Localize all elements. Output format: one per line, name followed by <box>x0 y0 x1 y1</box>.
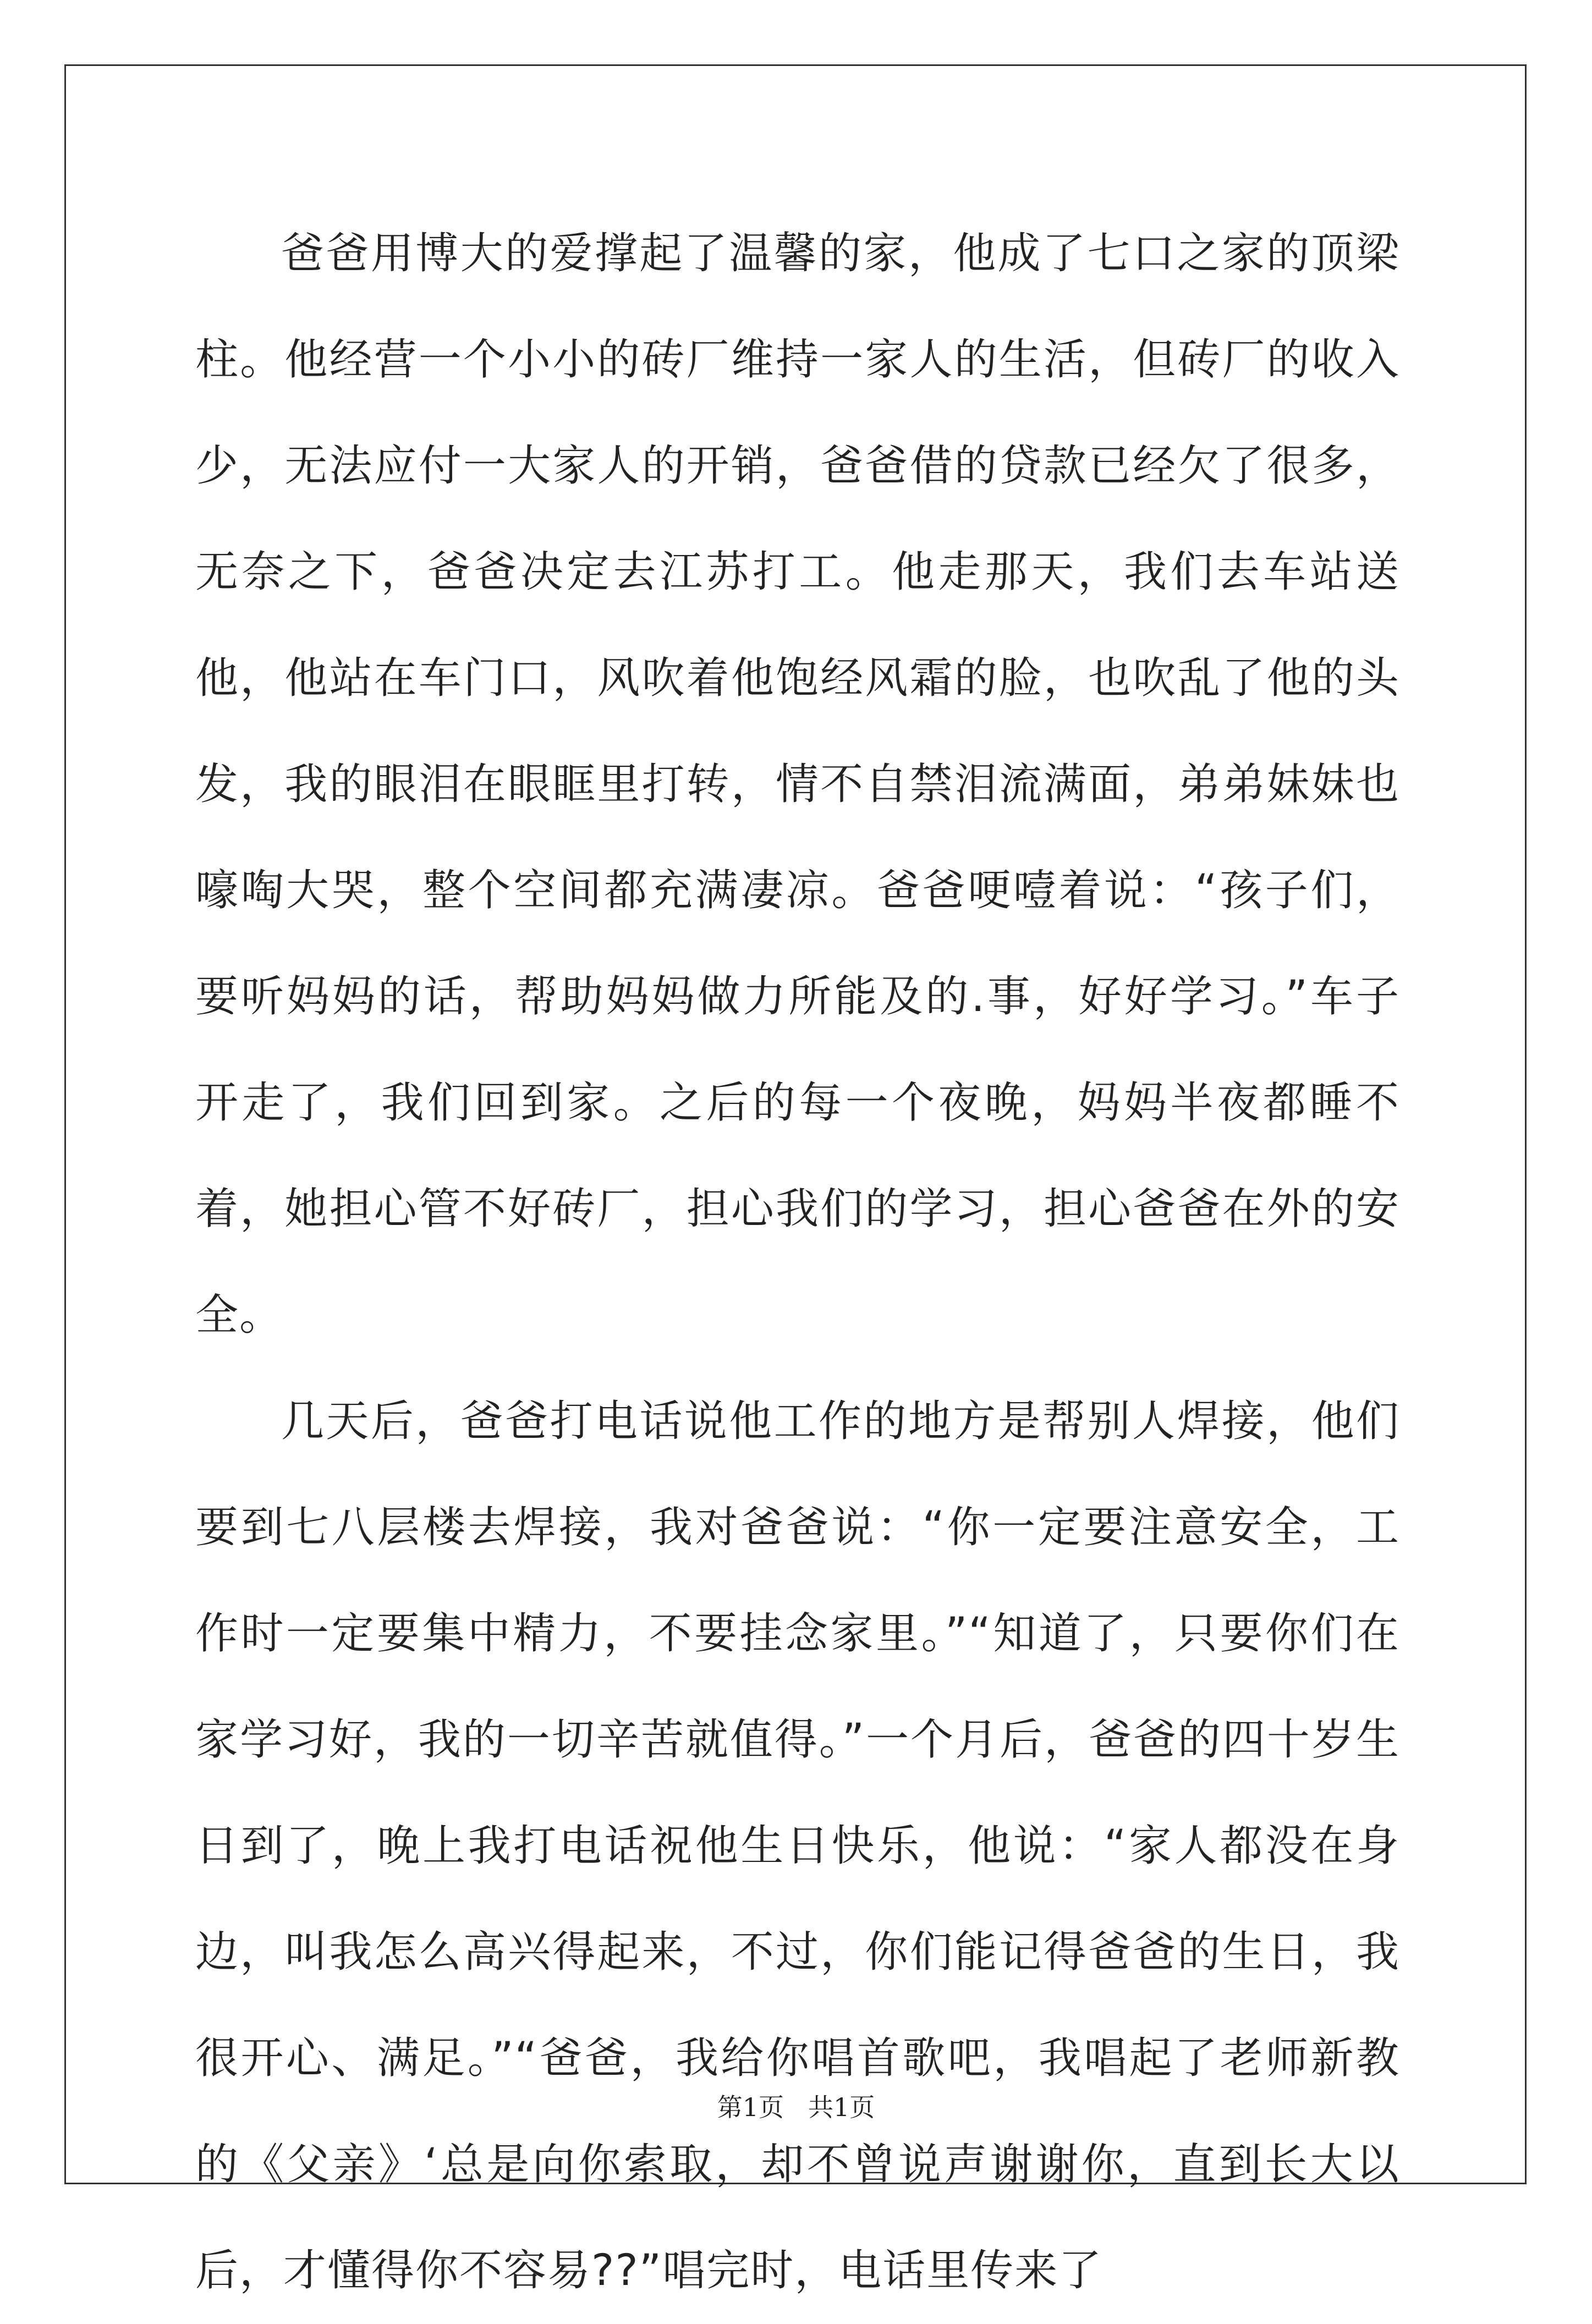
page-number: 第1页 <box>717 2092 784 2122</box>
paragraph-1: 爸爸用博大的爱撑起了温馨的家，他成了七口之家的顶梁柱。他经营一个小小的砖厂维持一家人的生活，但砖厂的收入少，无法应付一大家人的开销，爸爸借的贷款已经欠了很多，无奈之下，爸爸决定去江苏打工。他走那天，我们去车站送他，他站在车门口，风吹着他饱经风霜的脸，也吹乱了他的头发，我的眼泪在眼眶里打转，情不自禁泪流满面，弟弟妹妹也嚎啕大哭，整个空间都充满凄凉。爸爸哽噎着说：“孩子们，要听妈妈的话，帮助妈妈做力所能及的.事，好好学习。”车子开走了，我们回到家。之后的每一个夜晚，妈妈半夜都睡不着，她担心管不好砖厂，担心我们的学习，担心爸爸在外的安全。 <box>195 229 1400 1340</box>
page-footer <box>0 2087 1592 2124</box>
paragraph-2: 几天后，爸爸打电话说他工作的地方是帮别人焊接，他们要到七八层楼去焊接，我对爸爸说：“你一定要注意安全，工作时一定要集中精力，不要挂念家里。”“知道了，只要你们在家学习好，我的一切辛苦就值得。”一个月后，爸爸的四十岁生日到了，晚上我打电话祝他生日快乐，他说：“家人都没在身边，叫我怎么高兴得起来，不过，你们能记得爸爸的生日，我很开心、满足。”“爸爸，我给你唱首歌吧，我唱起了老师新教的《父亲》‘总是向你索取，却不曾说声谢谢你，直到长大以后，才懂得你不容易??”唱完时，电话里传来了 <box>195 1397 1400 2295</box>
document-body <box>195 201 1400 2324</box>
footer-separator <box>784 2092 808 2122</box>
page-total: 共1页 <box>808 2092 875 2122</box>
